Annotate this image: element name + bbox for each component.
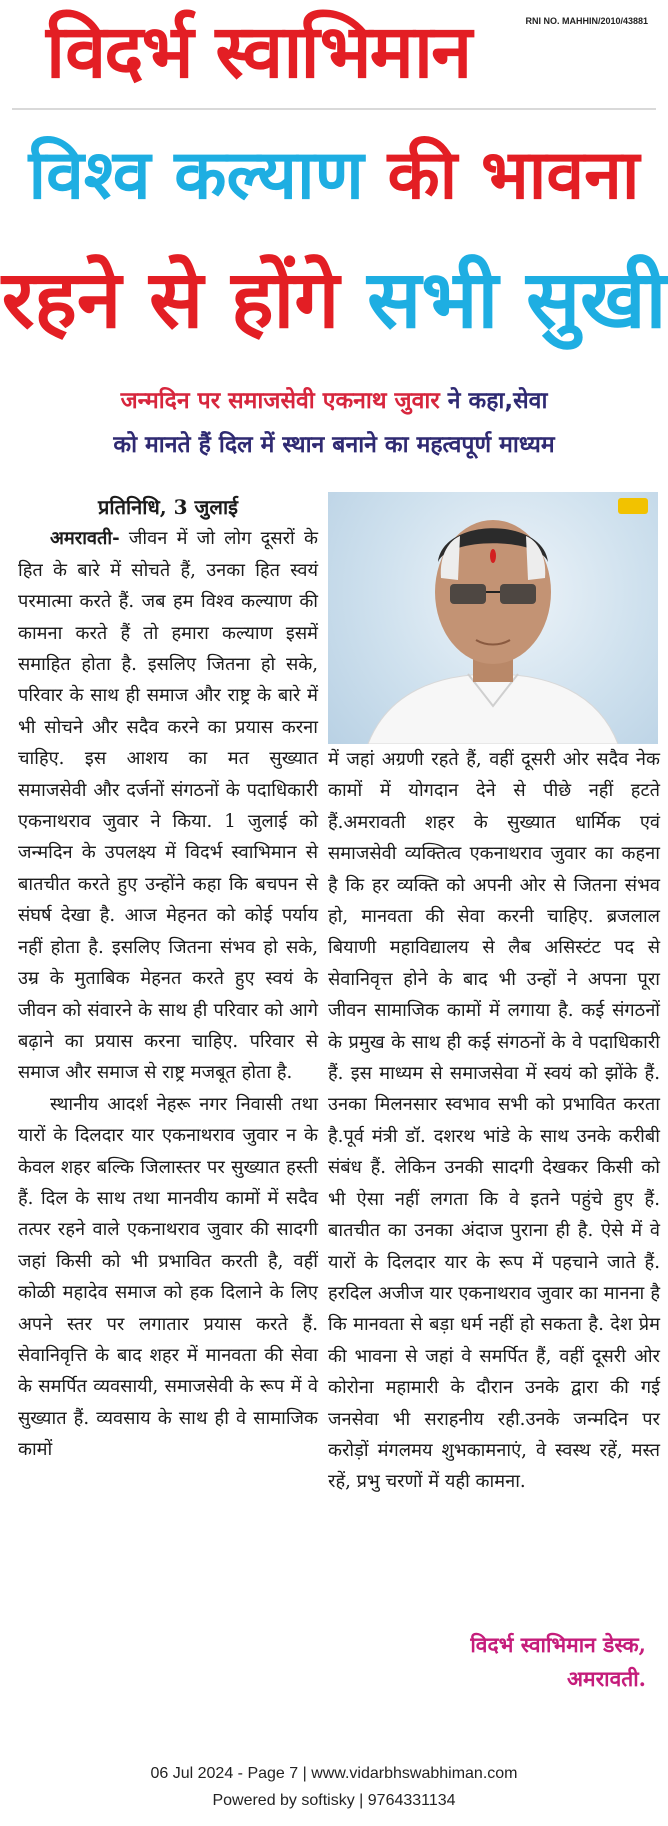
dateline: प्रतिनिधि, 3 जुलाई: [98, 495, 238, 519]
signature: [470, 1628, 646, 1696]
footer-powered-by: Powered by softisky | 9764331134: [212, 1792, 456, 1809]
subheadline-line-1: [0, 383, 668, 415]
subheadline-line-1-part-1: जन्मदिन पर समाजसेवी एकनाथ जुवार: [120, 388, 448, 414]
subheadline-line-1-part-2: ने कहा,सेवा: [447, 388, 548, 414]
headline-line-2: [0, 244, 668, 356]
portrait-photo: [328, 492, 658, 744]
headline-line-2-part-2: सभी सुखी: [367, 253, 667, 346]
footer-date-url: 06 Jul 2024 - Page 7 | www.vidarbhswabhiman.com: [150, 1765, 518, 1782]
headline-line-1-part-1: विश्व कल्याण: [28, 136, 388, 215]
lead-location: अमरावती-: [50, 528, 120, 550]
article-left-column: [18, 492, 318, 1466]
masthead-divider: [12, 108, 656, 110]
headline-line-1: [0, 126, 668, 226]
article-right-column: [328, 744, 660, 1498]
rni-number: RNI NO. MAHHIN/2010/43881: [525, 16, 648, 26]
article-paragraph-3: में जहां अग्रणी रहते हैं, वहीं दूसरी ओर सदैव नेक कामों में योगदान देने से पीछे नहीं हटते हैं.अमरावती शहर के सुख्यात धार्मिक एवं समाजसेवी व्यक्तित्व एकनाथराव जुवार का कहना है कि हर व्यक्ति को अपनी ओर से जितना संभव हो, मानवता की सेवा करनी चाहिए. ब्रजलाल बियाणी महाविद्यालय से लैब असिस्टंट पद से सेवानिवृत्त होने के बाद भी उन्हों ने अपना पूरा जीवन सामाजिक कामों में लगाया है. कई संगठनों के प्रमुख के साथ ही कई संगठनों के वे पदाधिकारी हैं. इस माध्यम से समाजसेवा में स्वयं को झोंके हैं. उनका मिलनसार स्वभाव सभी को प्रभावित करता है.पूर्व मंत्री डॉ. दशरथ भांडे के साथ उनके करीबी संबंध हैं. लेकिन उनकी सादगी देखकर किसी को भी ऐसा नहीं लगता कि वे इतने पहुंचे हुए हैं. बातचीत का उनका अंदाज पुराना ही है. ऐसे में वे यारों के दिलदार यार के रूप में पहचाने जाते हैं. हरदिल अजीज यार एकनाथराव जुवार का मानना है कि मानवता से बड़ा धर्म नहीं हो सकता है. देश प्रेम की भावना से जहां वे समर्पित हैं, वहीं दूसरी ओर कोरोना महामारी के दौरान उनके द्वारा की गई जनसेवा भी सराहनीय रही.उनके जन्मदिन पर करोड़ों मंगलमय शुभकामनाएं, वे स्वस्थ रहें, मस्त रहें, प्रभु चरणों में यही कामना.: [328, 749, 660, 1493]
masthead: [0, 0, 668, 112]
headline-line-2-part-1: रहने से होंगे: [1, 253, 368, 346]
article-paragraph-2: स्थानीय आदर्श नेहरू नगर निवासी तथा यारों के दिलदार यार एकनाथराव जुवार न के केवल शहर बल्कि जिलास्तर पर सुख्यात हस्ती हैं. दिल के साथ तथा मानवीय कामों में सदैव तत्पर रहने वाले एकनाथराव जुवार की सादगी जहां किसी को भी प्रभावित करती है, वहीं कोळी महादेव समाज को हक दिलाने के लिए अपने स्तर पर लगातार प्रयास करते हैं. सेवानिवृत्ति के बाद शहर में मानवता की सेवा के समर्पित व्यवसायी, समाजसेवी के रूप में वे सुख्यात हैं. व्यवसाय के साथ ही वे सामाजिक कामों: [18, 1093, 318, 1461]
paragraph-1-text: जीवन में जो लोग दूसरों के हित के बारे में सोचते हैं, उनका हित स्वयं परमात्मा करते हैं. जब हम विश्व कल्याण की कामना करते हैं तो हमारा कल्याण इसमें समाहित होता है. इसलिए जितना हो सके, परिवार के साथ ही समाज और राष्ट्र के बारे में भी सोचने और सदैव करने का प्रयास करना चाहिए. इस आशय का मत सुख्यात समाजसेवी और दर्जनों संगठनों के पदाधिकारी एकनाथराव जुवार ने किया. 1 जुलाई को जन्मदिन के उपलक्ष्य में विदर्भ स्वाभिमान से बातचीत करते हुए उन्होंने कहा कि बचपन से संघर्ष देखा है. आज मेहनत को कोई पर्याय नहीं होता है. इसलिए जितना संभव हो सके, उम्र के मुताबिक मेहनत करते हुए स्वयं के जीवन को संवारने के साथ ही परिवार को आगे बढ़ाने का प्रयास करना चाहिए. परिवार से समाज और समाज से राष्ट्र मजबूत होता है.: [18, 528, 318, 1084]
masthead-title: विदर्भ स्वाभिमान: [46, 9, 471, 95]
signature-line-1: विदर्भ स्वाभिमान डेस्क,: [470, 1632, 646, 1657]
portrait-illustration: [328, 492, 658, 744]
headline-line-1-part-2: की भावना: [387, 136, 640, 215]
signature-line-2: अमरावती.: [566, 1666, 646, 1691]
channel-logo-icon: [618, 498, 648, 514]
subheadline-line-2: को मानते हैं दिल में स्थान बनाने का महत्वपूर्ण माध्यम: [113, 432, 555, 458]
article-paragraph-1: [18, 523, 318, 1088]
